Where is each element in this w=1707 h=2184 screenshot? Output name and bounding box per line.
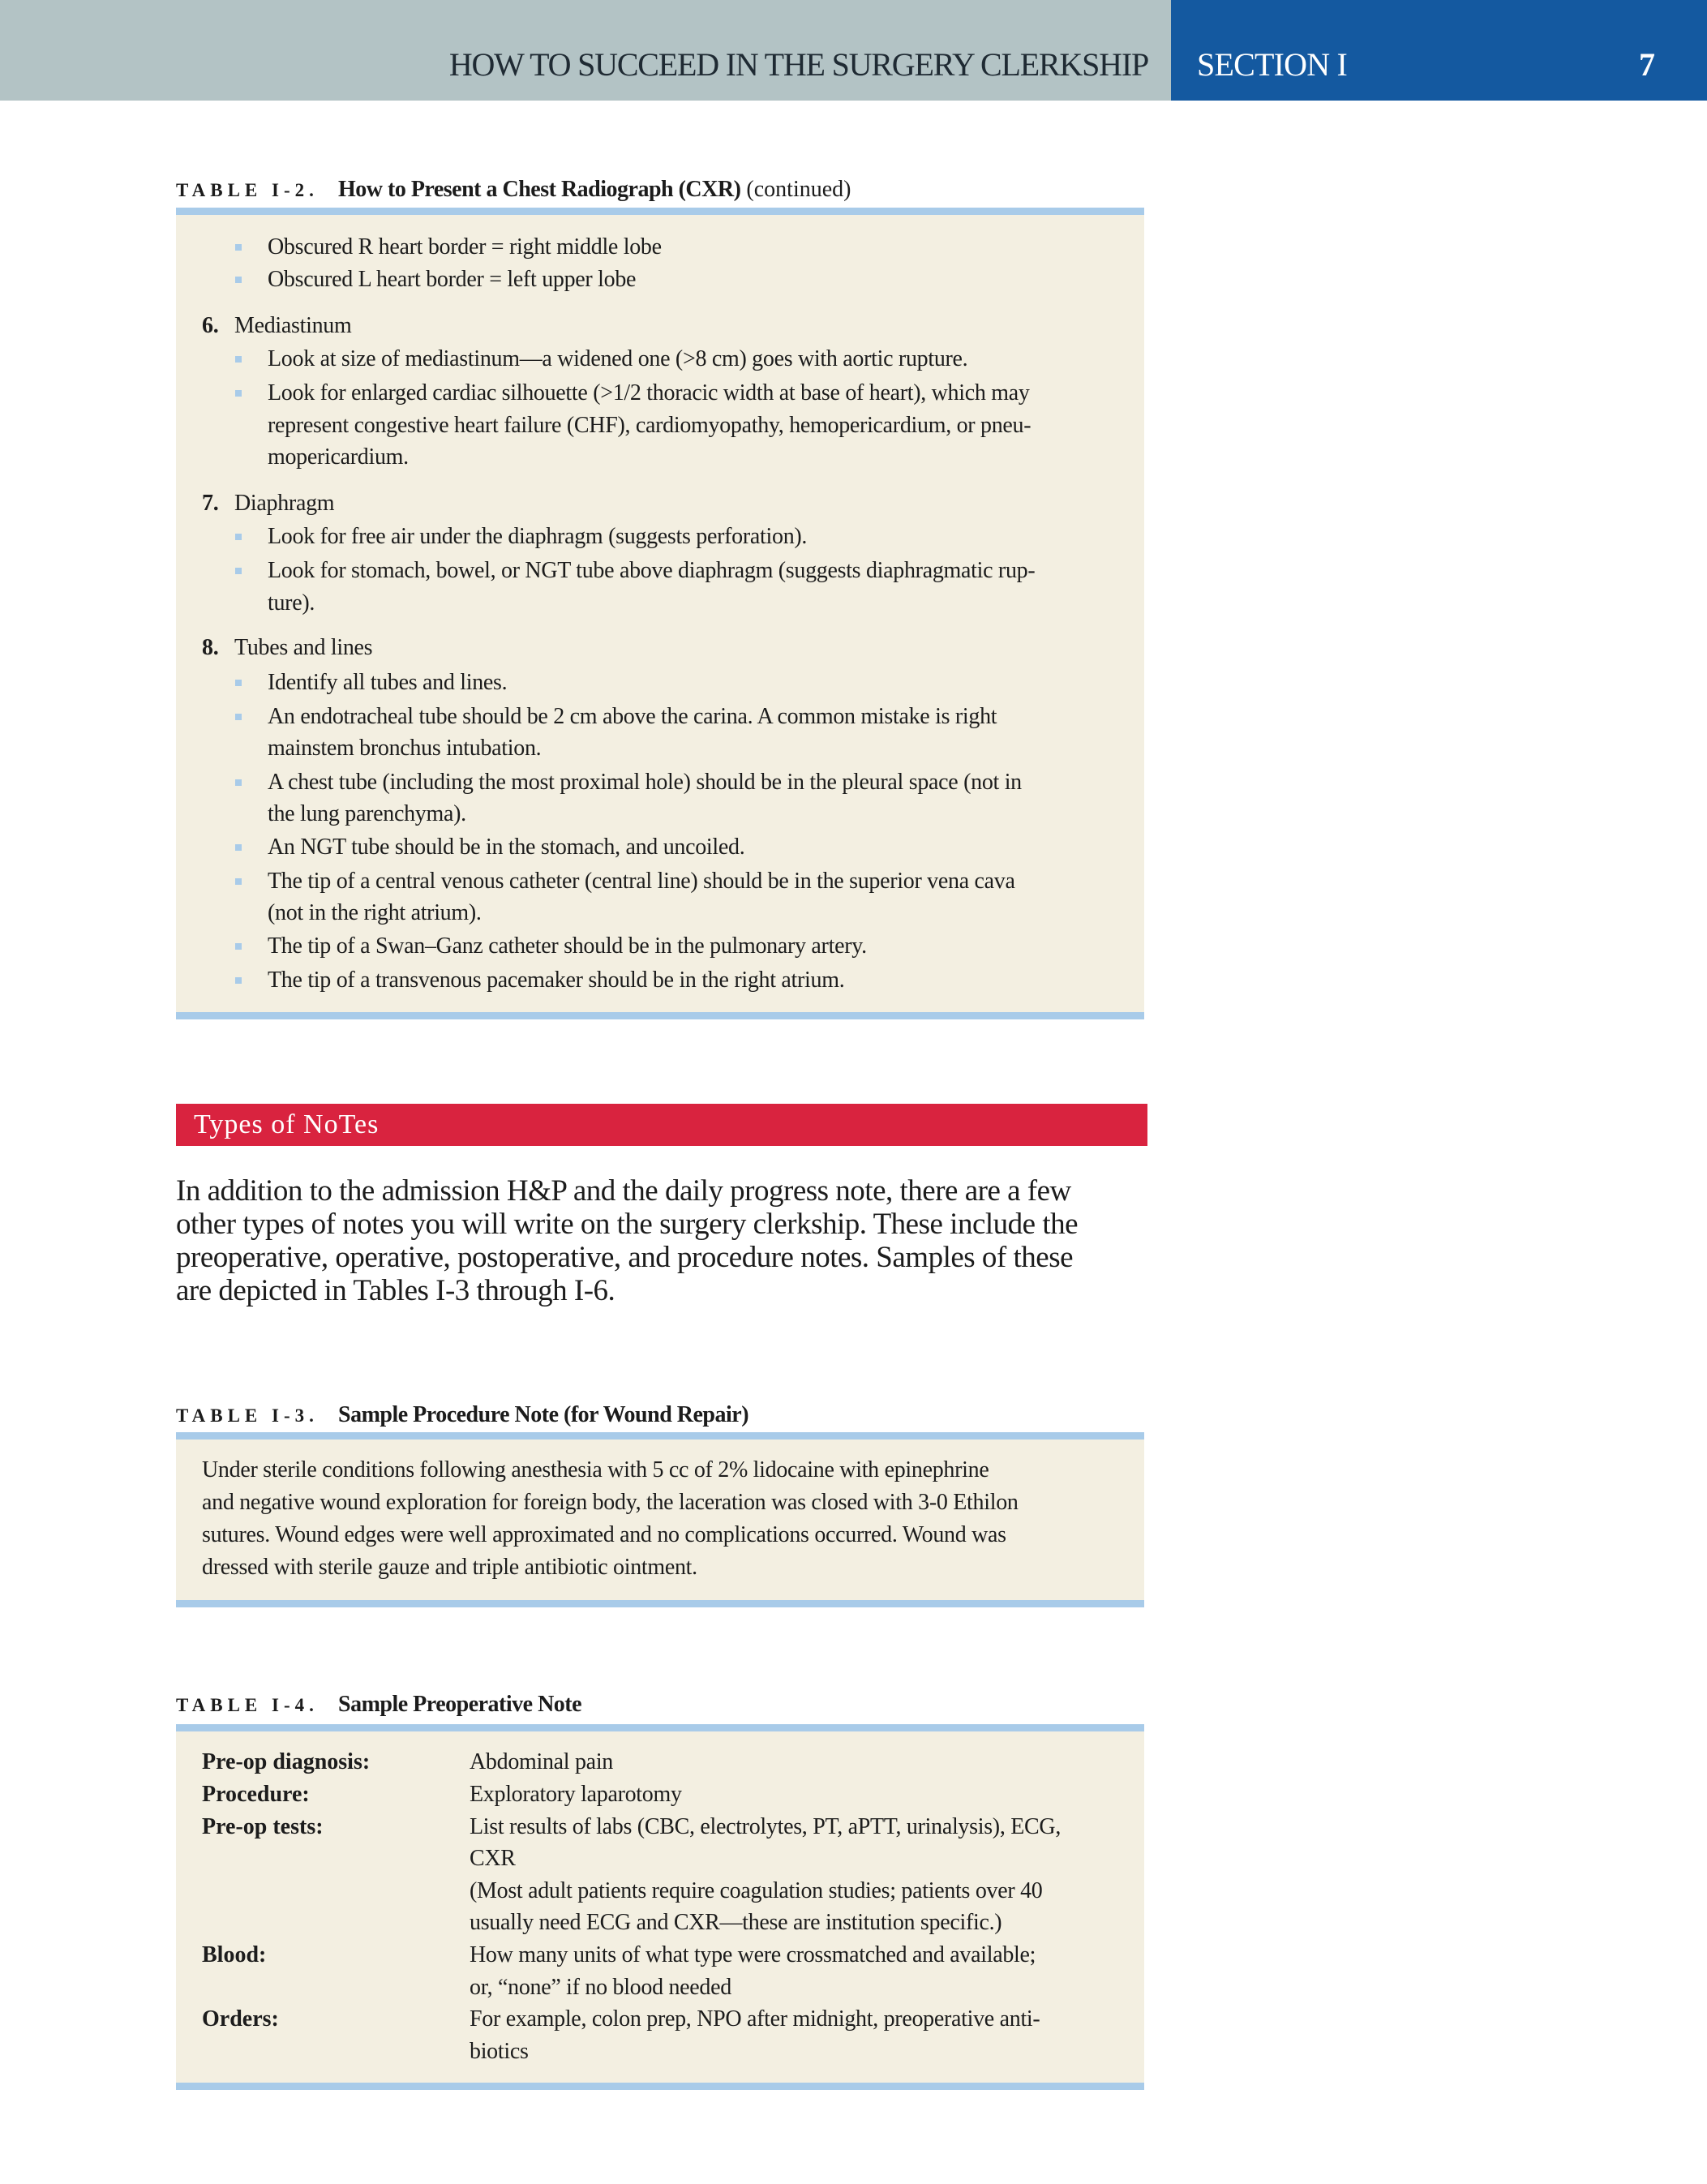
list-number: 6. — [202, 313, 219, 338]
list-item-continuation: the lung parenchyma). — [268, 801, 466, 826]
list-item-continuation: (not in the right atrium). — [268, 900, 482, 925]
list-item-continuation: mainstem bronchus intubation. — [268, 736, 542, 761]
table-number: TABLE I-3. — [176, 1405, 319, 1426]
procedure-label: Procedure: — [202, 1782, 310, 1807]
table-top-rule — [176, 1724, 1144, 1731]
bullet-marker — [235, 977, 242, 984]
bullet-marker — [235, 878, 242, 885]
list-number: 8. — [202, 635, 219, 660]
bullet-marker — [235, 390, 242, 397]
bullet-marker — [235, 844, 242, 851]
table-bottom-rule — [176, 1600, 1144, 1607]
preop-tests-value: (Most adult patients require coagulation studies; patients over 40 — [470, 1878, 1043, 1903]
list-item: Look for free air under the diaphragm (suggests perforation). — [268, 524, 808, 549]
list-heading-text: Mediastinum — [234, 313, 352, 338]
table-bottom-rule — [176, 2083, 1144, 2090]
list-heading-text: Tubes and lines — [234, 635, 373, 660]
paragraph-line: preoperative, operative, postoperative, and procedure notes. Samples of these — [176, 1241, 1074, 1274]
paragraph-line: In addition to the admission H&P and the daily progress note, there are a few — [176, 1174, 1071, 1208]
preop-tests-value: List results of labs (CBC, electrolytes, PT, aPTT, urinalysis), ECG, — [470, 1814, 1062, 1839]
list-item-continuation: represent congestive heart failure (CHF), cardiomyopathy, hemopericardium, or pneu- — [268, 413, 1031, 438]
header-title-band — [0, 0, 1171, 101]
list-heading — [202, 632, 372, 664]
note-line: sutures. Wound edges were well approximated and no complications occurred. Wound was — [202, 1522, 1006, 1547]
bullet-marker — [235, 277, 242, 283]
table-continued-label: (continued) — [740, 177, 851, 202]
list-item-continuation: ture). — [268, 590, 315, 616]
list-item: A chest tube (including the most proximal hole) should be in the pleural space (not in — [268, 770, 1022, 795]
orders-value: For example, colon prep, NPO after midnight, preoperative anti- — [470, 2006, 1040, 2032]
list-item: The tip of a central venous catheter (central line) should be in the superior vena cava — [268, 869, 1015, 894]
list-item: The tip of a transvenous pacemaker should be in the right atrium. — [268, 968, 845, 993]
blood-label: Blood: — [202, 1942, 267, 1967]
list-heading — [202, 310, 351, 342]
list-item: Obscured L heart border = left upper lobe — [268, 267, 637, 292]
page-number: 7 — [1639, 46, 1655, 83]
paragraph-line: are depicted in Tables I-3 through I-6. — [176, 1274, 615, 1307]
bullet-marker — [235, 779, 242, 786]
preop-diagnosis-value: Abdominal pain — [470, 1749, 613, 1774]
bullet-marker — [235, 714, 242, 720]
preop-tests-label: Pre-op tests: — [202, 1814, 324, 1839]
list-item: The tip of a Swan–Ganz catheter should be in the pulmonary artery. — [268, 933, 867, 959]
list-heading — [202, 487, 334, 520]
table-i3-caption — [176, 1401, 748, 1431]
list-item: Look for stomach, bowel, or NGT tube above diaphragm (suggests diaphragmatic rup- — [268, 558, 1036, 583]
table-number: TABLE I-2. — [176, 180, 319, 200]
list-item: An NGT tube should be in the stomach, and uncoiled. — [268, 835, 745, 860]
preop-tests-value: CXR — [470, 1846, 516, 1871]
note-line: dressed with sterile gauze and triple antibiotic ointment. — [202, 1555, 697, 1580]
preop-tests-value: usually need ECG and CXR—these are institution specific.) — [470, 1910, 1002, 1935]
list-item-continuation: mopericardium. — [268, 444, 409, 470]
blood-value: How many units of what type were crossmatched and available; — [470, 1942, 1036, 1967]
bullet-marker — [235, 534, 242, 540]
table-number: TABLE I-4. — [176, 1695, 319, 1715]
list-heading-text: Diaphragm — [234, 491, 335, 516]
table-top-rule — [176, 208, 1144, 215]
list-number: 7. — [202, 491, 219, 516]
table-title: Sample Preoperative Note — [338, 1692, 582, 1717]
orders-label: Orders: — [202, 2006, 279, 2032]
procedure-value: Exploratory laparotomy — [470, 1782, 682, 1807]
header-section-band — [1171, 0, 1707, 101]
list-item: Look for enlarged cardiac silhouette (>1/2 thoracic width at base of heart), which may — [268, 380, 1030, 405]
list-item: Obscured R heart border = right middle lobe — [268, 234, 662, 260]
bullet-marker — [235, 356, 242, 363]
orders-value: biotics — [470, 2039, 529, 2064]
section-label: SECTION I — [1197, 46, 1348, 83]
table-bottom-rule — [176, 1012, 1144, 1019]
table-top-rule — [176, 1432, 1144, 1440]
table-title: Sample Procedure Note (for Wound Repair) — [338, 1402, 749, 1427]
bullet-marker — [235, 244, 242, 251]
list-item: Look at size of mediastinum—a widened one (>8 cm) goes with aortic rupture. — [268, 346, 968, 371]
note-line: Under sterile conditions following anesthesia with 5 cc of 2% lidocaine with epinephrine — [202, 1457, 989, 1482]
table-i2-caption — [176, 175, 851, 205]
bullet-marker — [235, 943, 242, 950]
paragraph-line: other types of notes you will write on the surgery clerkship. These include the — [176, 1208, 1079, 1241]
table-i4-caption — [176, 1690, 581, 1720]
preop-diagnosis-label: Pre-op diagnosis: — [202, 1749, 371, 1774]
bullet-marker — [235, 568, 242, 574]
list-item: Identify all tubes and lines. — [268, 670, 508, 695]
page-header — [0, 0, 1707, 101]
bullet-marker — [235, 680, 242, 686]
section-heading: Types of NoTes — [176, 1104, 1147, 1146]
blood-value: or, “none” if no blood needed — [470, 1975, 731, 2000]
table-title: How to Present a Chest Radiograph (CXR) — [338, 177, 741, 202]
running-title: HOW TO SUCCEED IN THE SURGERY CLERKSHIP — [448, 46, 1148, 83]
note-line: and negative wound exploration for foreign body, the laceration was closed with 3-0 Ethilon — [202, 1490, 1019, 1515]
list-item: An endotracheal tube should be 2 cm above the carina. A common mistake is right — [268, 704, 997, 729]
